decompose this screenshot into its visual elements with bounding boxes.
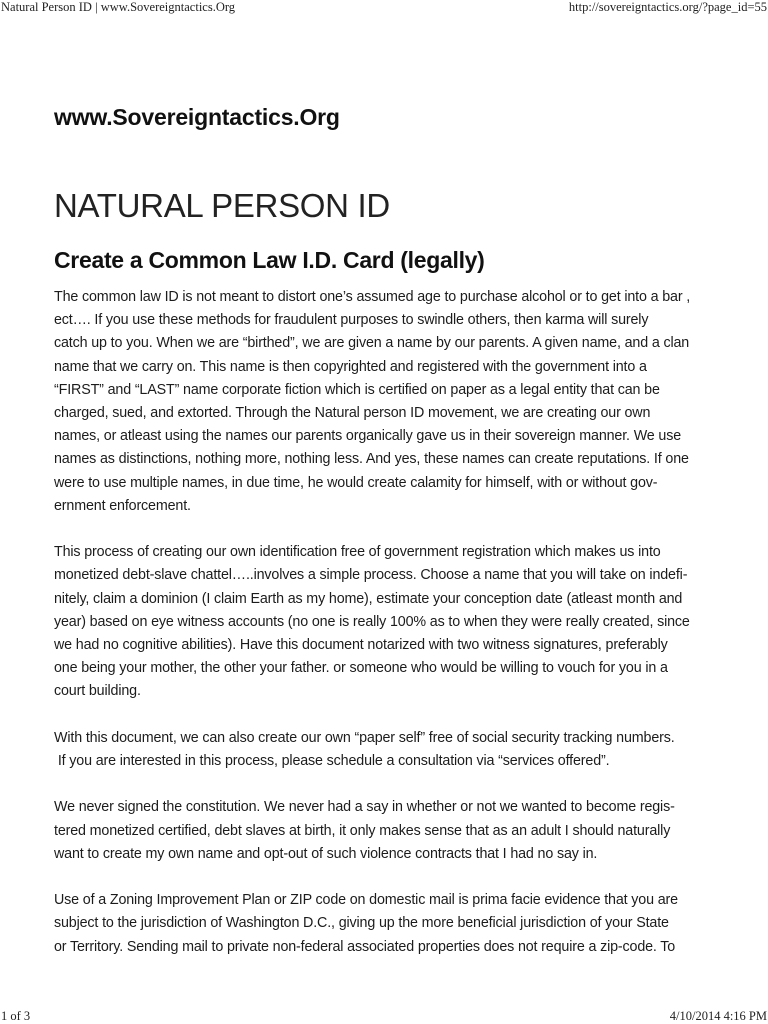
- text-line: names, or atleast using the names our parents organically gave us in their sovereign manner. We use: [54, 428, 682, 445]
- text-line: This process of creating our own identification free of government registration which makes us into: [54, 544, 661, 561]
- article-content: [54, 98, 714, 982]
- text-line: ect…. If you use these methods for fraudulent purposes to swindle others, then karma will surely: [54, 312, 649, 329]
- text-line: subject to the jurisdiction of Washington D.C., giving up the more beneficial jurisdiction of your State: [54, 915, 669, 932]
- text-line: we had no cognitive abilities). Have this document notarized with two witness signatures, preferably: [54, 637, 668, 654]
- text-line: The common law ID is not meant to distort one’s assumed age to purchase alcohol or to get into a bar ,: [54, 289, 691, 305]
- article-subtitle: Create a Common Law I.D. Card (legally): [54, 247, 485, 273]
- text-line: ernment enforcement.: [54, 497, 191, 514]
- text-line: “FIRST” and “LAST” name corporate fiction which is certified on paper as a legal entity that can be: [54, 381, 660, 398]
- text-line: We never signed the constitution. We never had a say in whether or not we wanted to become regis-: [54, 799, 675, 816]
- text-line: catch up to you. When we are “birthed”, we are given a name by our parents. A given name, and a clan: [54, 335, 690, 352]
- text-line: names as distinctions, nothing more, nothing less. And yes, these names can create reputations. If one: [54, 451, 689, 468]
- print-header-url: http://sovereigntactics.org/?page_id=55: [568, 0, 767, 14]
- text-line: were to use multiple names, in due time, he would create calamity for himself, with or without gov-: [54, 474, 658, 491]
- text-line: charged, sued, and extorted. Through the Natural person ID movement, we are creating our own: [54, 405, 651, 422]
- page-count: 1 of 3: [1, 1009, 31, 1023]
- paragraph-zip-code: [54, 889, 714, 959]
- print-header: [0, 0, 768, 16]
- paragraph-process: [54, 541, 714, 703]
- text-line: year) based on eye witness accounts (no one is really 100% as to when they were really created, since: [54, 613, 690, 630]
- text-line: tered monetized certified, debt slaves at birth, it only makes sense that as an adult I should naturally: [54, 822, 671, 839]
- article-body: [54, 286, 714, 959]
- text-line: monetized debt-slave chattel…..involves a simple process. Choose a name that you will take on indefi-: [54, 567, 688, 584]
- text-line: nitely, claim a dominion (I claim Earth as my home), estimate your conception date (atleast month and: [54, 590, 683, 607]
- text-line: or Territory. Sending mail to private non-federal associated properties does not require a zip-code. To: [54, 938, 676, 955]
- text-line: want to create my own name and opt-out of such violence contracts that I had no say in.: [54, 845, 598, 862]
- print-footer: [0, 1008, 768, 1024]
- site-title: www.Sovereigntactics.Org: [54, 104, 340, 130]
- paragraph-paper-self: [54, 727, 714, 773]
- print-header-title: Natural Person ID | www.Sovereigntactics.Org: [1, 0, 236, 14]
- paragraph-constitution: [54, 796, 714, 866]
- text-line: With this document, we can also create our own “paper self” free of social security tracking numbers.: [54, 729, 675, 746]
- text-line: Use of a Zoning Improvement Plan or ZIP code on domestic mail is prima facie evidence that you are: [54, 892, 678, 909]
- text-line: court building.: [54, 683, 141, 700]
- text-line: If you are interested in this process, please schedule a consultation via “services offered”.: [54, 753, 610, 770]
- text-line: name that we carry on. This name is then copyrighted and registered with the government into a: [54, 358, 647, 375]
- print-timestamp: 4/10/2014 4:16 PM: [669, 1009, 767, 1023]
- paragraph-disclaimer: [54, 286, 714, 518]
- page-title: NATURAL PERSON ID: [54, 187, 390, 224]
- text-line: one being your mother, the other your father. or someone who would be willing to vouch for you in a: [54, 660, 668, 677]
